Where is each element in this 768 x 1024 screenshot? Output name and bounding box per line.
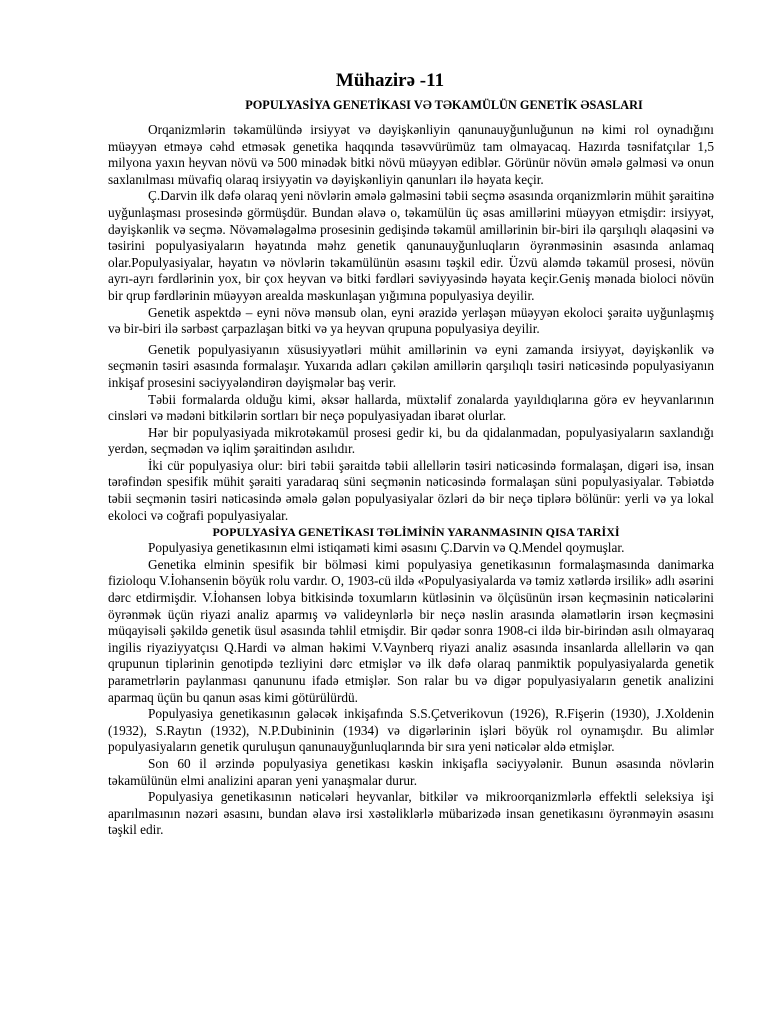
paragraph: Ç.Darvin ilk dəfə olaraq yeni növlərin əmələ gəlməsini təbii seçmə əsasında orqanizmlərin mühit şəraitinə uyğunlaşması prosesində görmüşdür. Bundan əlavə o, təkamülün üç əsas amillərini müəyyən etmişdir: irsiyyət, dəyişkənlik və seçmə. Növəmələgəlmə prosesinin gedişində təkamül amillərinin bir-biri ilə qarşılıqlı əlaqəsini və təsirini populyasiyaların həyatında məhz genetik qanunauyğunluqların öyrənməsinin əsasında anlamaq olar.Populyasiyalar, həyatın və növlərin təkamülünün əsasını təşkil edir. Üzvü aləmdə təkamül prosesi, növün ayrı-ayrı fərdlərinin yox, bir çox heyvan və bitki fərdləri səviyyəsində həyata keçir.Geniş mənada bioloci növün bir qrup fərdlərinin müəyyən arealda məskunlaşan yığımına populyasiya deyilir. xyxy=(108,188,714,303)
paragraph: Genetika elminin spesifik bir bölməsi kimi populyasiya genetikasının formalaşmasında danimarka fizioloqu V.İohansenin böyük rolu vardır. O, 1903-cü ildə «Populyasiyalarda və təmiz xətlərdə irsilik» adlı əsərini dərc etdirmişdir. V.İohansen lobya bitkisində toxumların kütləsinin və ölçüsünün irsən keçməsinin nəticələrini öyrənmək üçün riyazi analiz aparmış və valideynlərlə bir neçə nəslin arasında əlamətlərin irsən keçməsini müqayisəli şəkildə genetik üsul əsasında təhlil etmişdir. Bir qədər sonra 1908-ci ildə bir-birindən asılı olmayaraq ingilis riyaziyyatçısı Q.Hardi və alman həkimi V.Vaynberq riyazi analiz əsasında insanlarda allellərin və qan qrupunun tiplərinin genotipdə tezliyini dərc etmişlər və ilk dəfə olaraq panmiktik populyasiyalarda genetik parametrlərin paylanması qanununu ifadə etmişlər. Son ralar bu və digər populyasiyaların genetik analizini aparmaq üçün bu qanun əsas kimi götürülürdü. xyxy=(108,556,714,705)
paragraph: İki cür populyasiya olur: biri təbii şəraitdə təbii allellərin təsiri nəticəsində formalaşan, digəri isə, insan tərəfindən spesifik mühit şəraiti yaradaraq süni seçmənin nəticəsində formalaşan süni populyasiyalar. Təbiətdə təbii seçmənin təsiri nəticəsində əmələ gələn populyasiyalar özləri də bir neçə tiplərə bölünür: yerli və ya lokal ekoloci və coğrafi populyasiyalar. xyxy=(108,457,714,523)
document-body xyxy=(108,122,714,839)
lecture-title: Mühazirə -11 xyxy=(335,70,445,91)
section-heading: POPULYASİYA GENETİKASI TƏLİMİNİN YARANMASININ QISA TARİXİ xyxy=(212,525,620,540)
paragraph: Son 60 il ərzində populyasiya genetikası kəskin inkişafla səciyyələnir. Bunun əsasında növlərin təkamülünün elmi analizini aparan yeni yanaşmalar durur. xyxy=(108,755,714,788)
paragraph: Genetik aspektdə – eyni növə mənsub olan, eyni ərazidə yerləşən müəyyən ekoloci şəraitə uyğunlaşmış və bir-biri ilə sərbəst çarpazlaşan bitki və ya heyvan qrupuna populyasiya deyilir. xyxy=(108,304,714,337)
paragraph: Populyasiya genetikasının nəticələri heyvanlar, bitkilər və mikroorqanizmlərlə effektli seleksiya işi aparılmasının nəzəri əsasını, bundan əlavə irsi xəstəliklərlə mübarizədə insan genetikasını öyrənməyin əsasını təşkil edir. xyxy=(108,789,714,838)
paragraph: Populyasiya genetikasının gələcək inkişafında S.S.Çetverikovun (1926), R.Fişerin (1930), J.Xoldenin (1932), S.Raytın (1932), N.P.Dubininin (1934) və digərlərinin işləri böyük rol oynamışdır. Bu alimlər populyasiyaların genetik quruluşun qanunauyğunluqlarında bir sıra yeni nəticələr əldə etmişlər. xyxy=(108,706,714,755)
paragraph: Təbii formalarda olduğu kimi, əksər hallarda, müxtəlif zonalarda yayıldıqlarına görə ev heyvanlarının cinsləri və mədəni bitkilərin sortları bir neçə populyasiyadan ibarət olurlar. xyxy=(108,391,714,424)
paragraph: Genetik populyasiyanın xüsusiyyətləri mühit amillərinin və eyni zamanda irsiyyət, dəyişkənlik və seçmənin təsiri əsasında formalaşır. Yuxarıda adları çəkilən amillərin qarşılıqlı təsiri nəticəsində populyasiyanın inkişaf prosesini səciyyələndirən dəyişmələr baş verir. xyxy=(108,341,714,390)
paragraph: Populyasiya genetikasının elmi istiqaməti kimi əsasını Ç.Darvin və Q.Mendel qoymuşlar. xyxy=(148,540,625,556)
paragraph: Hər bir populyasiyada mikrotəkamül prosesi gedir ki, bu da qidalanmadan, populyasiyaların saxlandığı yerdən, seçmədən və iqlim şəraitindən asılıdır. xyxy=(108,424,714,457)
main-heading: POPULYASİYA GENETİKASI VƏ TƏKAMÜLÜN GENETİK ƏSASLARI xyxy=(245,98,643,112)
paragraph: Orqanizmlərin təkamülündə irsiyyət və dəyişkənliyin qanunauyğunluğunun nə kimi rol oynadığını müəyyən etməyə cəhd etməsək genetika haqqında təsəvvürümüz tam olmayacaq. Hazırda təsnifatçılar 1,5 milyona yaxın heyvan növü və 500 minədək bitki növü müəyyən ediblər. Görünür növün əmələ gəlməsi və onun saxlanılması müvafiq olaraq irsiyyətin və dəyişkənliyin qanunları ilə həyata keçir. xyxy=(108,122,714,187)
